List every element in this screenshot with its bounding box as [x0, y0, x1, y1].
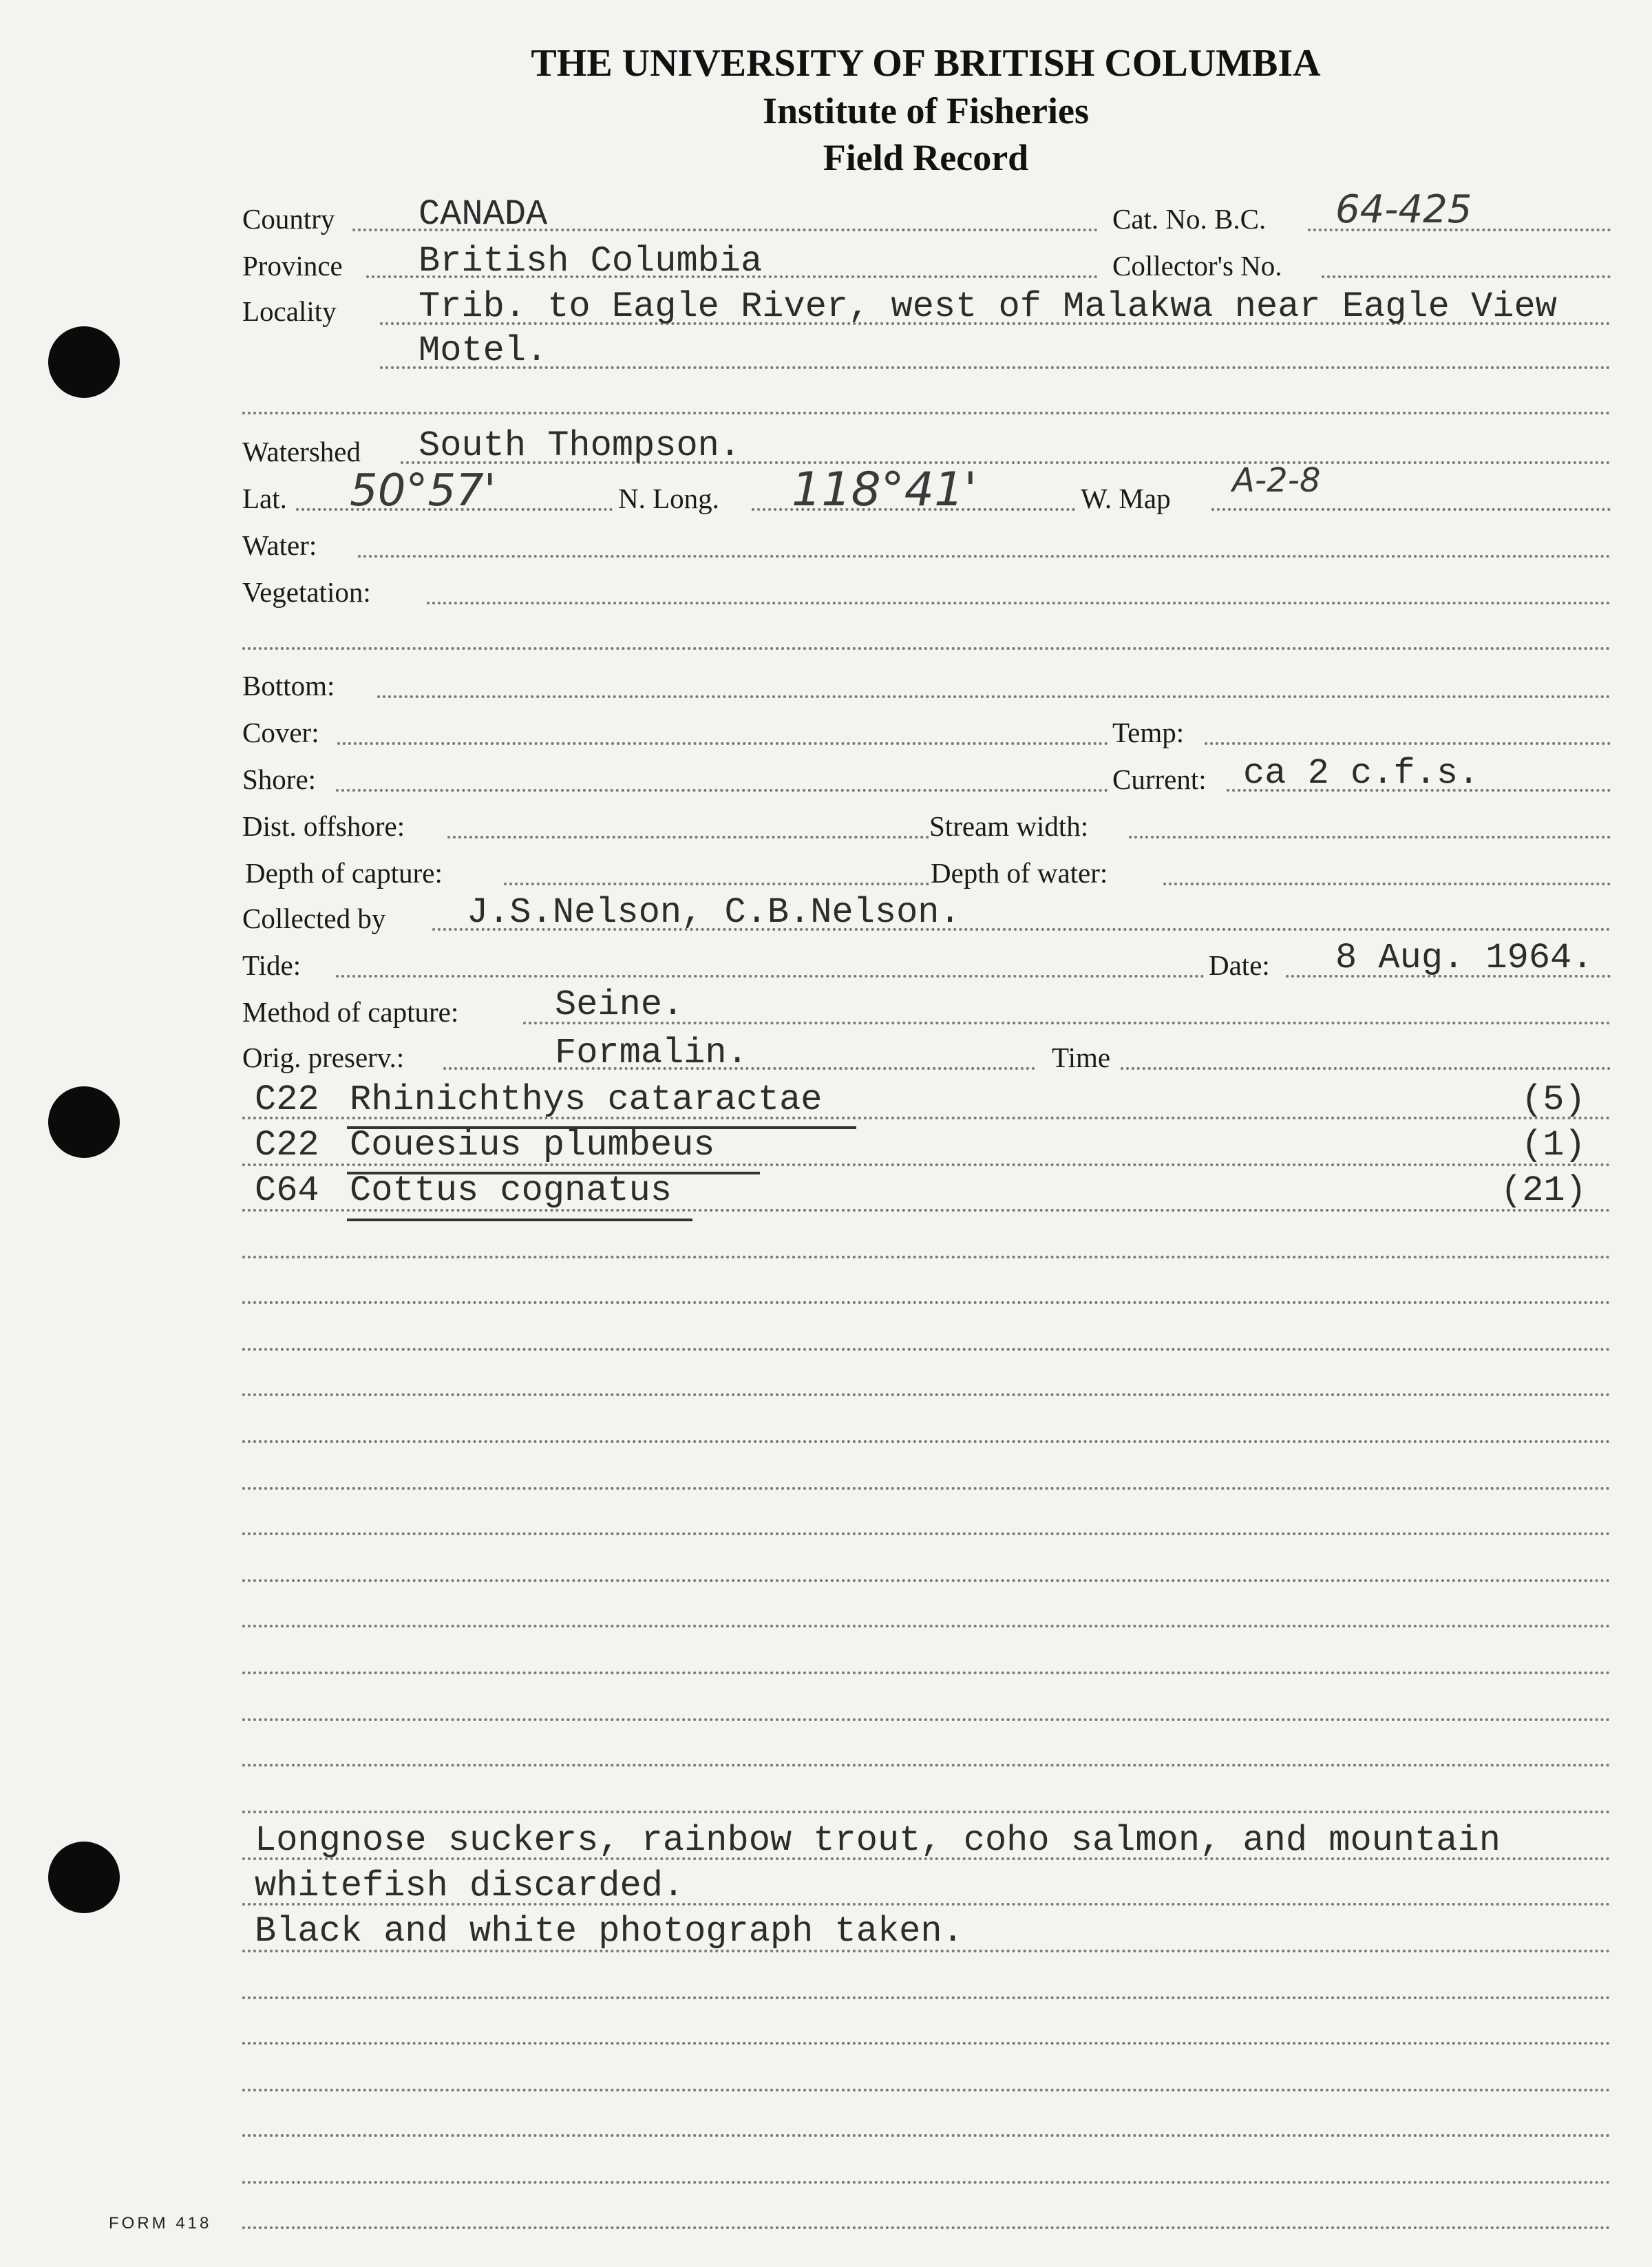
- locality-line-2: [380, 366, 1611, 369]
- species-code: C22: [255, 1125, 319, 1166]
- shore-label: Shore:: [242, 763, 317, 795]
- collectors-no-line: [1322, 275, 1611, 278]
- cover-line: [337, 742, 1108, 745]
- water-line: [358, 555, 1611, 558]
- ruled-line: [242, 1256, 1611, 1258]
- species-count: (21): [1501, 1170, 1587, 1211]
- species-name: Couesius plumbeus: [350, 1125, 715, 1166]
- locality-value-1: Trib. to Eagle River, west of Malakwa near Eagle View: [419, 286, 1557, 327]
- university-title: THE UNIVERSITY OF BRITISH COLUMBIA: [531, 42, 1321, 85]
- ruled-line: [242, 1672, 1611, 1674]
- province-value: British Columbia: [419, 241, 763, 282]
- date-label: Date:: [1209, 949, 1270, 981]
- cat-no-label: Cat. No. B.C.: [1112, 203, 1267, 235]
- species-name: Rhinichthys cataractae: [350, 1079, 823, 1120]
- form-number: FORM 418: [109, 2214, 212, 2233]
- method-value: Seine.: [555, 984, 684, 1025]
- remarks-text: whitefish discarded.: [255, 1866, 685, 1906]
- current-label: Current:: [1112, 763, 1207, 795]
- collectors-no-label: Collector's No.: [1112, 250, 1282, 282]
- province-label: Province: [242, 250, 343, 282]
- country-value: CANADA: [419, 194, 548, 235]
- species-name: Cottus cognatus: [350, 1170, 673, 1211]
- ruled-line: [242, 1579, 1611, 1582]
- ruled-line: [242, 1764, 1611, 1767]
- orig-preserv-value: Formalin.: [555, 1033, 748, 1073]
- ruled-line: [242, 1393, 1611, 1396]
- ruled-line: [242, 1625, 1611, 1627]
- method-label: Method of capture:: [242, 996, 459, 1028]
- species-count: (5): [1521, 1079, 1586, 1120]
- species-code: C64: [255, 1170, 319, 1211]
- vegetation-label: Vegetation:: [242, 576, 371, 608]
- dist-offshore-line: [447, 836, 929, 839]
- n-long-label: N. Long.: [618, 483, 719, 514]
- stream-width-label: Stream width:: [929, 810, 1089, 842]
- collected-by-value: J.S.Nelson, C.B.Nelson.: [467, 892, 961, 933]
- binder-hole-top: [48, 326, 120, 398]
- w-map-label: W. Map: [1081, 483, 1171, 514]
- binder-hole-middle: [48, 1086, 120, 1158]
- ruled-line: [242, 1532, 1611, 1535]
- ruled-line: [242, 1301, 1611, 1304]
- lat-label: Lat.: [242, 483, 287, 514]
- country-label: Country: [242, 203, 335, 235]
- tide-line: [336, 975, 1205, 978]
- dist-offshore-label: Dist. offshore:: [242, 810, 405, 842]
- depth-water-line: [1163, 883, 1611, 885]
- remarks-text: Black and white photograph taken.: [255, 1911, 964, 1952]
- ruled-line: [242, 1718, 1611, 1721]
- ruled-line: [242, 2226, 1611, 2229]
- species-count: (1): [1521, 1125, 1586, 1166]
- ruled-line: [242, 2042, 1611, 2045]
- cat-no-value: 64-425: [1335, 187, 1472, 232]
- lat-value: 50°57': [350, 465, 496, 516]
- depth-capture-line: [504, 883, 929, 885]
- date-value: 8 Aug. 1964.: [1335, 938, 1593, 978]
- water-label: Water:: [242, 529, 317, 561]
- temp-label: Temp:: [1112, 717, 1185, 748]
- bottom-label: Bottom:: [242, 670, 335, 702]
- locality-value-2: Motel.: [419, 330, 548, 371]
- map-line: [1211, 508, 1611, 511]
- remarks-text: Longnose suckers, rainbow trout, coho salmon, and mountain: [255, 1820, 1501, 1861]
- depth-water-label: Depth of water:: [931, 857, 1108, 889]
- stream-width-line: [1129, 836, 1611, 839]
- locality-label: Locality: [242, 295, 337, 327]
- orig-preserv-label: Orig. preserv.:: [242, 1042, 405, 1073]
- time-label: Time: [1052, 1042, 1111, 1073]
- locality-line-3: [242, 412, 1611, 414]
- temp-line: [1205, 742, 1611, 745]
- ruled-line: [242, 2089, 1611, 2091]
- species-underline: [347, 1219, 692, 1221]
- vegetation-line-1: [427, 602, 1611, 604]
- ruled-line: [242, 1440, 1611, 1443]
- vegetation-line-2: [242, 647, 1611, 650]
- watershed-label: Watershed: [242, 436, 361, 467]
- depth-capture-label: Depth of capture:: [245, 857, 443, 889]
- ruled-line: [242, 1348, 1611, 1351]
- watershed-value: South Thompson.: [419, 425, 741, 466]
- ruled-line: [242, 1487, 1611, 1490]
- long-value: 118°41': [792, 463, 977, 517]
- record-title: Field Record: [823, 137, 1029, 178]
- species-code: C22: [255, 1079, 319, 1120]
- cover-label: Cover:: [242, 717, 319, 748]
- tide-label: Tide:: [242, 949, 301, 981]
- collected-by-label: Collected by: [242, 903, 386, 934]
- binder-hole-bottom: [48, 1842, 120, 1913]
- ruled-line: [242, 2134, 1611, 2137]
- institute-title: Institute of Fisheries: [763, 90, 1089, 131]
- bottom-line: [377, 695, 1611, 698]
- ruled-line: [242, 1811, 1611, 1813]
- current-value: ca 2 c.f.s.: [1243, 753, 1480, 794]
- shore-line: [336, 789, 1108, 792]
- ruled-line: [242, 1996, 1611, 1999]
- map-value: A-2-8: [1232, 461, 1321, 500]
- ruled-line: [242, 2181, 1611, 2184]
- time-line: [1121, 1067, 1611, 1070]
- method-line: [523, 1022, 1611, 1024]
